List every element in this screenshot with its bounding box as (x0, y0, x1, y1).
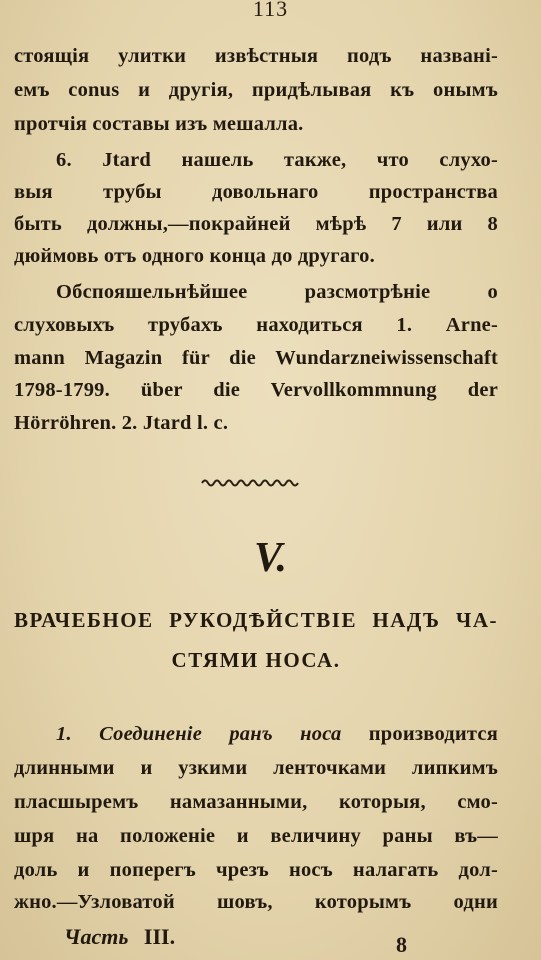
text-line: емъ conus и другія, придѣлывая къ онымъ (14, 79, 498, 101)
text-line: доль и поперегъ чрезъ носъ налагать дол- (14, 859, 498, 881)
text-line: пласшыремъ намазанными, которыя, смо- (14, 791, 498, 813)
text-line: шря на положеніе и величину раны въ— (14, 825, 498, 847)
text-line: выя трубы довольнаго пространства (14, 181, 498, 203)
signature-numeral: III. (143, 924, 176, 949)
text-line: протчія составы изъ мешалла. (14, 113, 304, 135)
text-line: mann Magazin für die Wundarzneiwissenschaft (14, 347, 498, 369)
text-line: дюймовь отъ одного конца до другаго. (14, 245, 375, 267)
section-heading: СТЯМИ НОСА. (171, 648, 341, 672)
text-line: слуховыхъ трубахъ находиться 1. Arne- (14, 314, 498, 336)
text-line: Hörröhren. 2. Jtard l. c. (14, 412, 229, 434)
section-heading: ВРАЧЕБНОЕ РУКОДѢЙСТВІЕ НАДЪ ЧА- (14, 608, 498, 632)
section-numeral: V. (253, 535, 288, 581)
text-fragment: производится (368, 723, 498, 745)
wavy-divider-ornament (200, 476, 300, 490)
signature-word: Часть (64, 924, 129, 949)
page-number: 113 (252, 0, 289, 21)
text-line: Обспояшельнѣйшее разсмотрѣніе о (56, 281, 498, 303)
text-line: жно.—Узловатой шовъ, которымъ одни (14, 891, 498, 913)
italic-lead: 1. Соединеніе ранъ носа (56, 723, 342, 745)
text-line: 6. Jtard нашель также, что слухо- (56, 149, 498, 171)
text-line: стоящія улитки извѣстныя подъ названі- (14, 45, 498, 67)
text-line: быть должны,—покрайней мѣрѣ 7 или 8 (14, 213, 498, 235)
text-line (56, 718, 498, 750)
text-line: 1798-1799. über die Vervollkommnung der (14, 379, 498, 401)
sheet-number: 8 (396, 932, 407, 957)
signature-mark (64, 924, 175, 950)
text-line: длинными и узкими ленточками липкимъ (14, 757, 498, 779)
